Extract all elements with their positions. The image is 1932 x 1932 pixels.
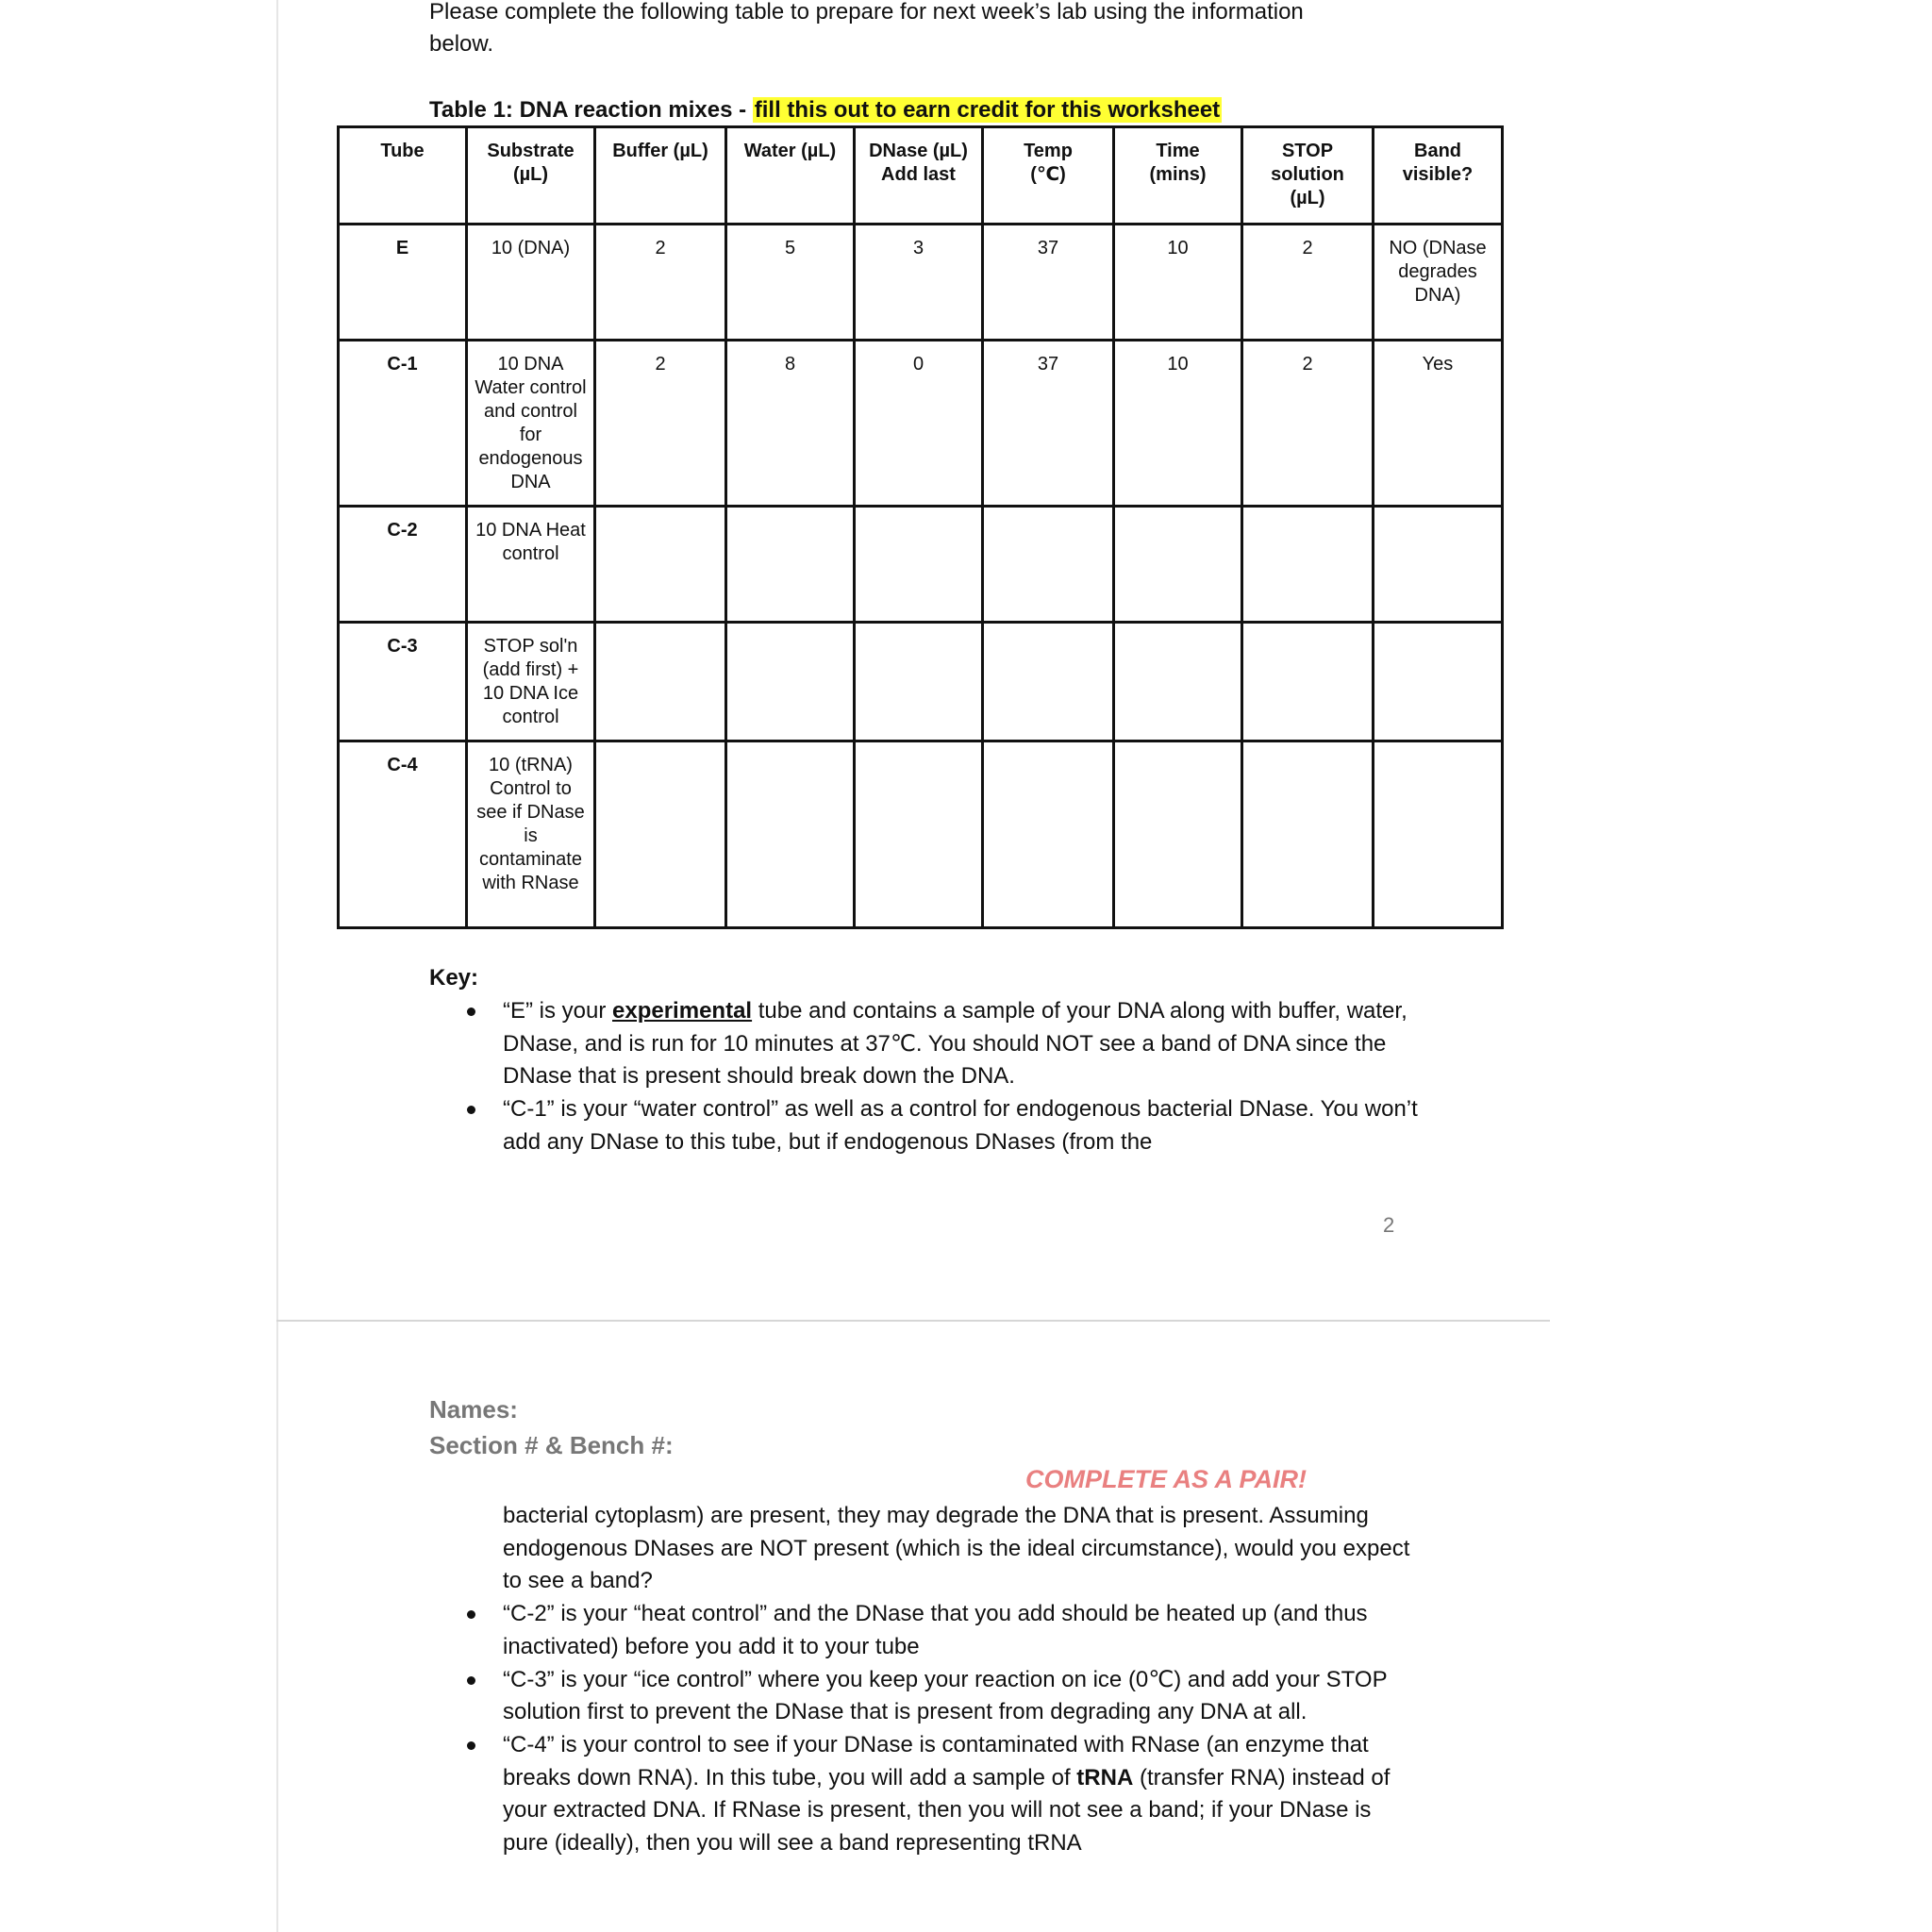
intro-line-2: below. xyxy=(429,31,494,57)
cell-substrate: 10 DNA Water control and control for endogenous DNA xyxy=(467,341,595,507)
cell-substrate: STOP sol'n (add first) + 10 DNA Ice control xyxy=(467,623,595,741)
cell-water xyxy=(726,741,855,928)
cell-buffer: 2 xyxy=(595,341,726,507)
cell-tube: C-4 xyxy=(339,741,467,928)
header-temp: Temp (℃) xyxy=(983,127,1114,225)
cell-temp xyxy=(983,623,1114,741)
section-bench-label: Section # & Bench #: xyxy=(429,1431,674,1459)
cell-time xyxy=(1114,507,1242,623)
key-heading: Key: xyxy=(429,965,479,991)
intro-line-1: Please complete the following table to prepare for next week’s lab using the information xyxy=(429,0,1304,25)
key-list-page-2 xyxy=(429,1500,1420,1860)
header-band-visible: Band visible? xyxy=(1374,127,1503,225)
cell-buffer xyxy=(595,741,726,928)
table-caption-highlight: fill this out to earn credit for this worksheet xyxy=(754,97,1221,123)
cell-time: 10 xyxy=(1114,341,1242,507)
key-item-c1: “C-1” is your “water control” as well as a control for endogenous bacterial DNase. You won’t add any DNase to this tube, but if endogenous DNases (from the xyxy=(429,1093,1420,1158)
cell-stop: 2 xyxy=(1242,225,1374,341)
key-item-e: “E” is your experimental tube and contains a sample of your DNA along with buffer, water, DNase, and is run for 10 minutes at 37℃. You should NOT see a band of DNA since the DNase that is present should break down the DNA. xyxy=(429,995,1420,1093)
cell-dnase: 0 xyxy=(855,341,983,507)
page-left-border xyxy=(276,0,278,1932)
trna-term: tRNA xyxy=(1076,1764,1134,1790)
key-list-page-1 xyxy=(429,995,1420,1159)
cell-band xyxy=(1374,623,1503,741)
header-stop-solution: STOP solution (µL) xyxy=(1242,127,1374,225)
cell-band: Yes xyxy=(1374,341,1503,507)
table-row-e xyxy=(339,225,1503,341)
experimental-term: experimental xyxy=(612,998,753,1024)
table-row-c2 xyxy=(339,507,1503,623)
dna-reaction-mix-table xyxy=(337,125,1504,929)
cell-band: NO (DNase degrades DNA) xyxy=(1374,225,1503,341)
cell-dnase xyxy=(855,741,983,928)
cell-time xyxy=(1114,623,1242,741)
key-item-c2: “C-2” is your “heat control” and the DNase that you add should be heated up (and thus inactivated) before you add it to your tube xyxy=(429,1598,1420,1663)
header-dnase: DNase (µL) Add last xyxy=(855,127,983,225)
cell-water xyxy=(726,507,855,623)
cell-band xyxy=(1374,507,1503,623)
table-row-c3 xyxy=(339,623,1503,741)
cell-buffer xyxy=(595,623,726,741)
cell-water xyxy=(726,623,855,741)
cell-dnase: 3 xyxy=(855,225,983,341)
header-substrate: Substrate (µL) xyxy=(467,127,595,225)
cell-dnase xyxy=(855,507,983,623)
table-row-c4 xyxy=(339,741,1503,928)
cell-water: 5 xyxy=(726,225,855,341)
header-tube: Tube xyxy=(339,127,467,225)
cell-substrate: 10 DNA Heat control xyxy=(467,507,595,623)
cell-stop xyxy=(1242,507,1374,623)
header-water: Water (µL) xyxy=(726,127,855,225)
key-item-c3: “C-3” is your “ice control” where you keep your reaction on ice (0℃) and add your STOP solution first to prevent the DNase that is present from degrading any DNA at all. xyxy=(429,1664,1420,1729)
header-time: Time (mins) xyxy=(1114,127,1242,225)
cell-buffer: 2 xyxy=(595,225,726,341)
complete-as-pair-note: COMPLETE AS A PAIR! xyxy=(1025,1465,1307,1493)
key-item-c1-continued: bacterial cytoplasm) are present, they may degrade the DNA that is present. Assuming endogenous DNases are NOT present (which is the ideal circumstance), would you expect to see a band? xyxy=(503,1503,1410,1594)
cell-temp: 37 xyxy=(983,225,1114,341)
cell-substrate: 10 (tRNA) Control to see if DNase is contaminate with RNase xyxy=(467,741,595,928)
cell-stop xyxy=(1242,623,1374,741)
header-buffer: Buffer (µL) xyxy=(595,127,726,225)
cell-temp xyxy=(983,507,1114,623)
cell-temp: 37 xyxy=(983,341,1114,507)
key-item-c4: “C-4” is your control to see if your DNase is contaminated with RNase (an enzyme that breaks down RNA). In this tube, you will add a sample of tRNA (transfer RNA) instead of your extracted DNA. If RNase is present, then you will not see a band; if your DNase is pure (ideally), then you will see a band representing tRNA xyxy=(429,1729,1420,1860)
cell-stop xyxy=(1242,741,1374,928)
cell-stop: 2 xyxy=(1242,341,1374,507)
cell-temp xyxy=(983,741,1114,928)
cell-tube: C-2 xyxy=(339,507,467,623)
cell-buffer xyxy=(595,507,726,623)
page-number: 2 xyxy=(1383,1213,1395,1237)
cell-substrate: 10 (DNA) xyxy=(467,225,595,341)
cell-tube: C-1 xyxy=(339,341,467,507)
cell-water: 8 xyxy=(726,341,855,507)
names-label: Names: xyxy=(429,1395,518,1424)
cell-tube: E xyxy=(339,225,467,341)
cell-band xyxy=(1374,741,1503,928)
page-break-divider xyxy=(276,1320,1550,1322)
table-row-c1 xyxy=(339,341,1503,507)
table-caption-prefix: Table 1: DNA reaction mixes - xyxy=(429,97,753,123)
cell-time xyxy=(1114,741,1242,928)
cell-time: 10 xyxy=(1114,225,1242,341)
table-caption xyxy=(429,94,1222,126)
cell-dnase xyxy=(855,623,983,741)
cell-tube: C-3 xyxy=(339,623,467,741)
